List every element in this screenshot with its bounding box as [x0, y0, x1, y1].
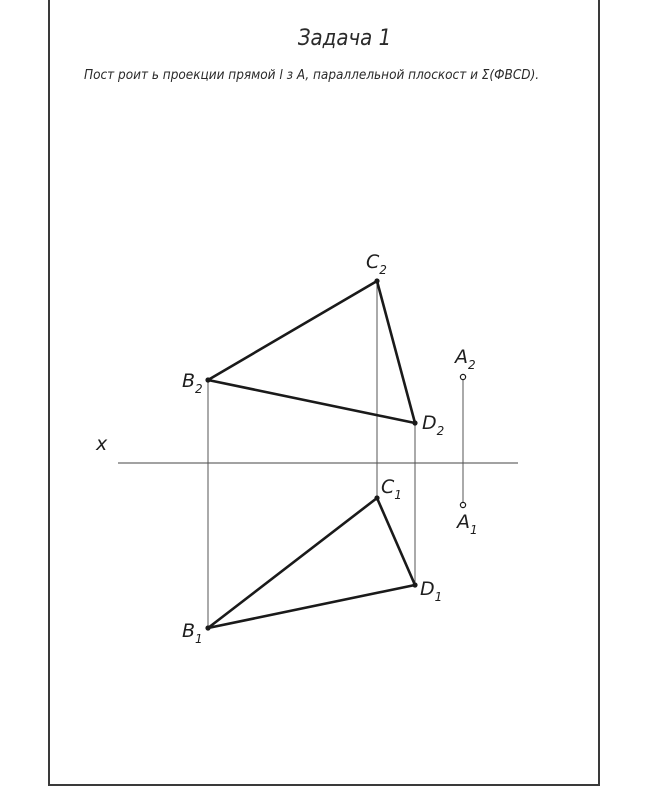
point-c1: [374, 495, 379, 500]
point-a1: [460, 502, 465, 507]
task-title: Задача 1: [297, 26, 392, 51]
label-a1: $A_1$: [457, 511, 478, 537]
label-d2: $D_2$: [422, 412, 445, 438]
label-a2: $A_2$: [455, 346, 476, 372]
point-d1: [412, 582, 417, 587]
point-c2: [374, 278, 379, 283]
label-c2: $C_2$: [366, 251, 387, 277]
label-b2: $B_2$: [182, 370, 203, 396]
point-b2: [205, 377, 210, 382]
label-d1: $D_1$: [420, 578, 443, 604]
label-c1: $C_1$: [381, 476, 402, 502]
point-d2: [412, 420, 417, 425]
point-a2: [460, 374, 465, 379]
label-b1: $B_1$: [182, 620, 203, 646]
triangle-b2c2d2: [208, 281, 415, 423]
task-statement: Пост роит ь проекции прямой l з A, параллельной плоскост и Σ(ФBCD).: [84, 68, 540, 83]
triangle-b1c1d1: [208, 498, 415, 628]
x-axis-label: x: [96, 433, 108, 455]
point-b1: [205, 625, 210, 630]
